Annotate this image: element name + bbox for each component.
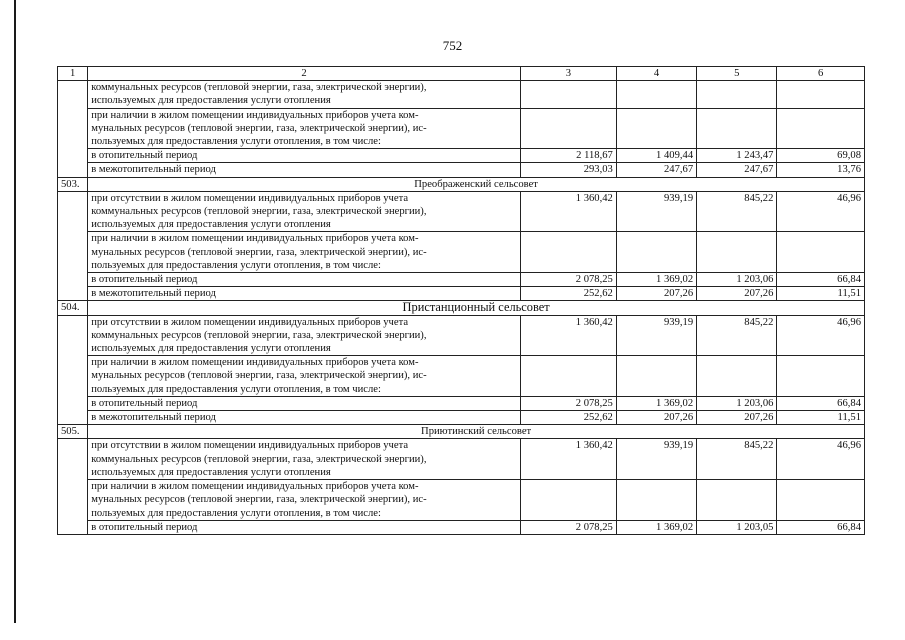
- section-index: 503.: [58, 177, 88, 191]
- table-row: [58, 108, 865, 149]
- description-cell: [88, 191, 521, 232]
- text-line: мунальных ресурсов (тепловой энергии, газа, электрической энергии), ис-: [91, 246, 427, 258]
- header-cell: 2: [88, 67, 521, 81]
- period-label: в отопительный период: [88, 396, 521, 410]
- section-title: Пристанционный сельсовет: [88, 301, 865, 315]
- period-label: в отопительный период: [88, 520, 521, 534]
- value-cell: 46,96: [777, 191, 865, 232]
- value-cell: 207,26: [697, 287, 777, 301]
- description-cell: [88, 81, 521, 108]
- scan-edge-line: [14, 0, 16, 623]
- period-label: в отопительный период: [88, 149, 521, 163]
- table-row: [58, 480, 865, 521]
- value-cell: 46,96: [777, 439, 865, 480]
- table-row: [58, 356, 865, 397]
- header-cell: 6: [777, 67, 865, 81]
- header-cell: 5: [697, 67, 777, 81]
- value-cell: 46,96: [777, 315, 865, 356]
- value-cell: 1 243,47: [697, 149, 777, 163]
- text-line: мунальных ресурсов (тепловой энергии, газа, электрической энергии), ис-: [91, 122, 427, 134]
- text-line: коммунальных ресурсов (тепловой энергии, газа, электрической энергии),: [91, 206, 427, 218]
- value-cell: 1 203,06: [697, 396, 777, 410]
- description-cell: [88, 439, 521, 480]
- section-title-row: [58, 301, 865, 315]
- value-cell: 66,84: [777, 520, 865, 534]
- section-index: 504.: [58, 301, 88, 315]
- header-cell: 3: [520, 67, 616, 81]
- value-cell: 252,62: [520, 411, 616, 425]
- index-cell: [58, 191, 88, 301]
- text-line: используемых для предоставления услуги отопления: [91, 343, 331, 355]
- header-cell: 4: [616, 67, 696, 81]
- header-cell: 1: [58, 67, 88, 81]
- description-cell: [88, 315, 521, 356]
- text-line: пользуемых для предоставления услуги отопления, в том числе:: [91, 507, 381, 519]
- value-cell: 939,19: [616, 439, 696, 480]
- value-cell: 247,67: [697, 163, 777, 177]
- table-row: [58, 149, 865, 163]
- text-line: мунальных ресурсов (тепловой энергии, газа, электрической энергии), ис-: [91, 370, 427, 382]
- value-cell: 939,19: [616, 191, 696, 232]
- value-cell: 1 360,42: [520, 315, 616, 356]
- index-cell: [58, 81, 88, 177]
- value-cell: 2 078,25: [520, 520, 616, 534]
- description-cell: [88, 480, 521, 521]
- value-cell: 939,19: [616, 315, 696, 356]
- text-line: коммунальных ресурсов (тепловой энергии, газа, электрической энергии),: [91, 329, 427, 341]
- value-cell: 1 360,42: [520, 191, 616, 232]
- text-line: при наличии в жилом помещении индивидуальных приборов учета ком-: [91, 233, 419, 245]
- value-cell: 1 409,44: [616, 149, 696, 163]
- section-title-row: [58, 177, 865, 191]
- table-row: [58, 520, 865, 534]
- table-row: [58, 411, 865, 425]
- value-cell: 66,84: [777, 273, 865, 287]
- index-cell: [58, 439, 88, 534]
- text-line: при отсутствии в жилом помещении индивидуальных приборов учета: [91, 316, 409, 328]
- value-cell: 11,51: [777, 287, 865, 301]
- value-cell: 845,22: [697, 439, 777, 480]
- description-cell: [88, 108, 521, 149]
- value-cell: 247,67: [616, 163, 696, 177]
- text-line: используемых для предоставления услуги отопления: [91, 95, 331, 107]
- value-cell: 1 203,06: [697, 273, 777, 287]
- table-row: [58, 315, 865, 356]
- value-cell: 1 360,42: [520, 439, 616, 480]
- table-row: [58, 81, 865, 108]
- table-row: [58, 163, 865, 177]
- text-line: используемых для предоставления услуги отопления: [91, 466, 331, 478]
- text-line: используемых для предоставления услуги отопления: [91, 219, 331, 231]
- period-label: в межотопительный период: [88, 163, 521, 177]
- text-line: пользуемых для предоставления услуги отопления, в том числе:: [91, 259, 381, 271]
- value-cell: 13,76: [777, 163, 865, 177]
- value-cell: 845,22: [697, 315, 777, 356]
- value-cell: 207,26: [616, 411, 696, 425]
- value-cell: 1 203,05: [697, 520, 777, 534]
- text-line: пользуемых для предоставления услуги отопления, в том числе:: [91, 383, 381, 395]
- page-number: 752: [442, 38, 463, 53]
- table-row: [58, 287, 865, 301]
- value-cell: 252,62: [520, 287, 616, 301]
- text-line: мунальных ресурсов (тепловой энергии, газа, электрической энергии), ис-: [91, 494, 427, 506]
- value-cell: 66,84: [777, 396, 865, 410]
- text-line: при отсутствии в жилом помещении индивидуальных приборов учета: [91, 192, 409, 204]
- value-cell: 1 369,02: [616, 396, 696, 410]
- value-cell: 2 078,25: [520, 273, 616, 287]
- period-label: в межотопительный период: [88, 287, 521, 301]
- value-cell: 2 078,25: [520, 396, 616, 410]
- value-cell: 207,26: [616, 287, 696, 301]
- table-row: [58, 232, 865, 273]
- section-title-row: [58, 425, 865, 439]
- value-cell: 207,26: [697, 411, 777, 425]
- table-row: [58, 439, 865, 480]
- tariff-table: [57, 66, 865, 535]
- value-cell: 293,03: [520, 163, 616, 177]
- period-label: в межотопительный период: [88, 411, 521, 425]
- text-line: коммунальных ресурсов (тепловой энергии, газа, электрической энергии),: [91, 453, 427, 465]
- description-cell: [88, 356, 521, 397]
- text-line: при наличии в жилом помещении индивидуальных приборов учета ком-: [91, 109, 419, 121]
- period-label: в отопительный период: [88, 273, 521, 287]
- text-line: коммунальных ресурсов (тепловой энергии, газа, электрической энергии),: [91, 82, 427, 94]
- section-title: Преображенский сельсовет: [88, 177, 865, 191]
- text-line: при наличии в жилом помещении индивидуальных приборов учета ком-: [91, 357, 419, 369]
- value-cell: 1 369,02: [616, 273, 696, 287]
- value-cell: 845,22: [697, 191, 777, 232]
- value-cell: 69,08: [777, 149, 865, 163]
- description-cell: [88, 232, 521, 273]
- text-line: пользуемых для предоставления услуги отопления, в том числе:: [91, 136, 381, 148]
- text-line: при наличии в жилом помещении индивидуальных приборов учета ком-: [91, 481, 419, 493]
- value-cell: 1 369,02: [616, 520, 696, 534]
- section-title: Приютинский сельсовет: [88, 425, 865, 439]
- table-row: [58, 191, 865, 232]
- table-header-row: [58, 67, 865, 81]
- text-line: при отсутствии в жилом помещении индивидуальных приборов учета: [91, 440, 409, 452]
- value-cell: 11,51: [777, 411, 865, 425]
- index-cell: [58, 315, 88, 425]
- value-cell: 2 118,67: [520, 149, 616, 163]
- table-row: [58, 396, 865, 410]
- section-index: 505.: [58, 425, 88, 439]
- table-row: [58, 273, 865, 287]
